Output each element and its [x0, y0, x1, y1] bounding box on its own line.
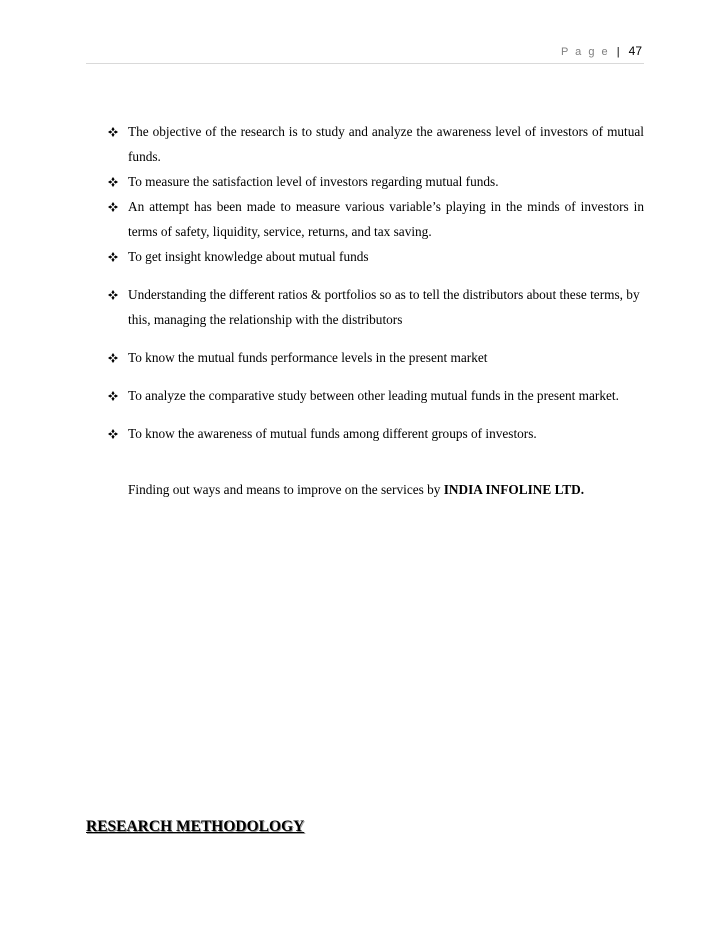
list-item: [108, 119, 644, 169]
objectives-list: [108, 119, 644, 446]
diamond-bullet-icon: [108, 290, 118, 300]
diamond-bullet-icon: [108, 391, 118, 401]
diamond-bullet-icon: [108, 429, 118, 439]
list-item: [108, 345, 644, 370]
diamond-bullet-icon: [108, 177, 118, 187]
diamond-bullet-icon: [108, 202, 118, 212]
list-item: [108, 169, 644, 194]
page-header: [561, 44, 642, 58]
company-name: INDIA INFOLINE LTD.: [443, 482, 585, 497]
list-item: [108, 421, 644, 446]
diamond-bullet-icon: [108, 127, 118, 137]
page-number: 47: [628, 44, 642, 58]
objective-text: The objective of the research is to study and analyze the awareness level of investors of mutual funds.: [128, 124, 644, 164]
objective-text: An attempt has been made to measure various variable’s playing in the minds of investors in terms of safety, liquidity, service, returns, and tax saving.: [128, 199, 644, 239]
page-separator: |: [616, 46, 620, 58]
objective-text: To analyze the comparative study between other leading mutual funds in the present market.: [128, 388, 619, 403]
objective-text: To know the awareness of mutual funds among different groups of investors.: [128, 426, 537, 441]
list-item: [108, 244, 644, 269]
objective-text: To get insight knowledge about mutual funds: [128, 249, 369, 264]
list-item: [108, 282, 644, 332]
header-rule: [86, 63, 644, 64]
diamond-bullet-icon: [108, 252, 118, 262]
list-item: [108, 383, 644, 408]
section-heading: RESEARCH METHODOLOGY: [86, 818, 305, 835]
closing-paragraph: [128, 477, 648, 502]
objective-text: To know the mutual funds performance levels in the present market: [128, 350, 488, 365]
closing-text: Finding out ways and means to improve on the services by: [128, 482, 444, 497]
objective-text: Understanding the different ratios & portfolios so as to tell the distributors about these terms, by this, managing the relationship with the distributors: [128, 287, 640, 327]
list-item: [108, 194, 644, 244]
diamond-bullet-icon: [108, 353, 118, 363]
page-label: P a g e: [560, 46, 610, 58]
objective-text: To measure the satisfaction level of investors regarding mutual funds.: [128, 174, 499, 189]
